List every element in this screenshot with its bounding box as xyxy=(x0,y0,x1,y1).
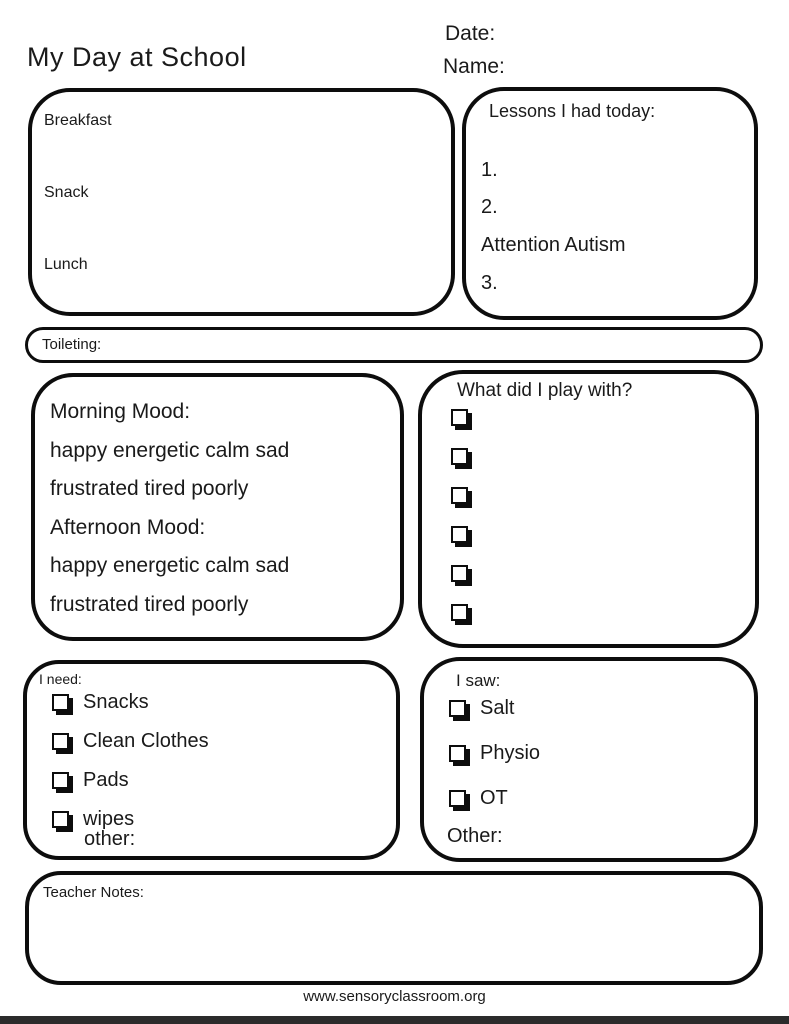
need-item-clean-clothes[interactable] xyxy=(52,730,209,753)
need-item-pads[interactable] xyxy=(52,769,209,792)
need-item-label: Pads xyxy=(83,769,129,791)
date-field[interactable] xyxy=(510,22,750,48)
page-title: My Day at School xyxy=(27,42,247,72)
lesson-item-2: 2. xyxy=(481,196,498,218)
toileting-label: Toileting: xyxy=(42,336,102,353)
lesson-item-3: 3. xyxy=(481,272,498,294)
play-box[interactable] xyxy=(418,370,759,648)
play-title: What did I play with? xyxy=(457,380,633,401)
teacher-notes-label: Teacher Notes: xyxy=(43,884,144,901)
saw-item-salt[interactable] xyxy=(449,697,540,720)
need-item-label: Snacks xyxy=(83,691,149,713)
meal-label-snack: Snack xyxy=(44,184,89,201)
saw-box[interactable] xyxy=(420,657,758,862)
saw-item-label: OT xyxy=(480,787,508,809)
toileting-bar[interactable] xyxy=(25,327,763,363)
meal-label-lunch: Lunch xyxy=(44,256,88,273)
play-checkbox-5[interactable] xyxy=(451,565,468,582)
afternoon-mood-label: Afternoon Mood: xyxy=(50,515,206,539)
need-box[interactable] xyxy=(23,660,400,860)
meal-label-breakfast: Breakfast xyxy=(44,112,112,129)
play-checkbox-3[interactable] xyxy=(451,487,468,504)
need-label: I need: xyxy=(39,671,82,687)
saw-checkbox-physio[interactable] xyxy=(449,745,466,762)
lessons-title: Lessons I had today: xyxy=(489,101,656,121)
need-checkbox-snacks[interactable] xyxy=(52,694,69,711)
name-field[interactable] xyxy=(520,55,750,81)
morning-mood-options-1: happy energetic calm sad xyxy=(50,438,290,462)
footer-url: www.sensoryclassroom.org xyxy=(303,988,486,1005)
play-checkbox-6[interactable] xyxy=(451,604,468,621)
saw-label: I saw: xyxy=(456,671,501,690)
saw-checkbox-ot[interactable] xyxy=(449,790,466,807)
afternoon-mood-options-2: frustrated tired poorly xyxy=(50,592,249,616)
morning-mood-label: Morning Mood: xyxy=(50,400,191,423)
scan-edge-bar xyxy=(0,1016,789,1024)
afternoon-mood-options-1: happy energetic calm sad xyxy=(50,554,290,577)
meals-box[interactable] xyxy=(28,88,455,316)
saw-item-label: Salt xyxy=(480,697,515,719)
teacher-notes-box[interactable] xyxy=(25,871,763,985)
lesson-item-attention-autism: Attention Autism xyxy=(481,234,626,256)
name-label: Name: xyxy=(443,55,505,78)
lesson-item-1: 1. xyxy=(481,159,498,181)
need-item-label: wipes xyxy=(83,808,135,830)
play-checkbox-4[interactable] xyxy=(451,526,468,543)
saw-item-ot[interactable] xyxy=(449,787,540,810)
saw-other-label: Other: xyxy=(447,825,503,847)
play-checkbox-1[interactable] xyxy=(451,409,468,426)
date-label: Date: xyxy=(445,22,496,45)
saw-item-label: Physio xyxy=(480,742,541,764)
mood-box[interactable] xyxy=(31,373,404,641)
morning-mood-options-2: frustrated tired poorly xyxy=(50,477,249,500)
need-other-label: other: xyxy=(84,828,136,850)
need-item-snacks[interactable] xyxy=(52,691,209,714)
need-checkbox-clean-clothes[interactable] xyxy=(52,733,69,750)
need-checkbox-wipes[interactable] xyxy=(52,811,69,828)
saw-checkbox-salt[interactable] xyxy=(449,700,466,717)
need-item-label: Clean Clothes xyxy=(83,730,209,752)
need-checkbox-pads[interactable] xyxy=(52,772,69,789)
play-checkbox-2[interactable] xyxy=(451,448,468,465)
saw-item-physio[interactable] xyxy=(449,742,540,765)
lessons-box[interactable] xyxy=(462,87,758,320)
